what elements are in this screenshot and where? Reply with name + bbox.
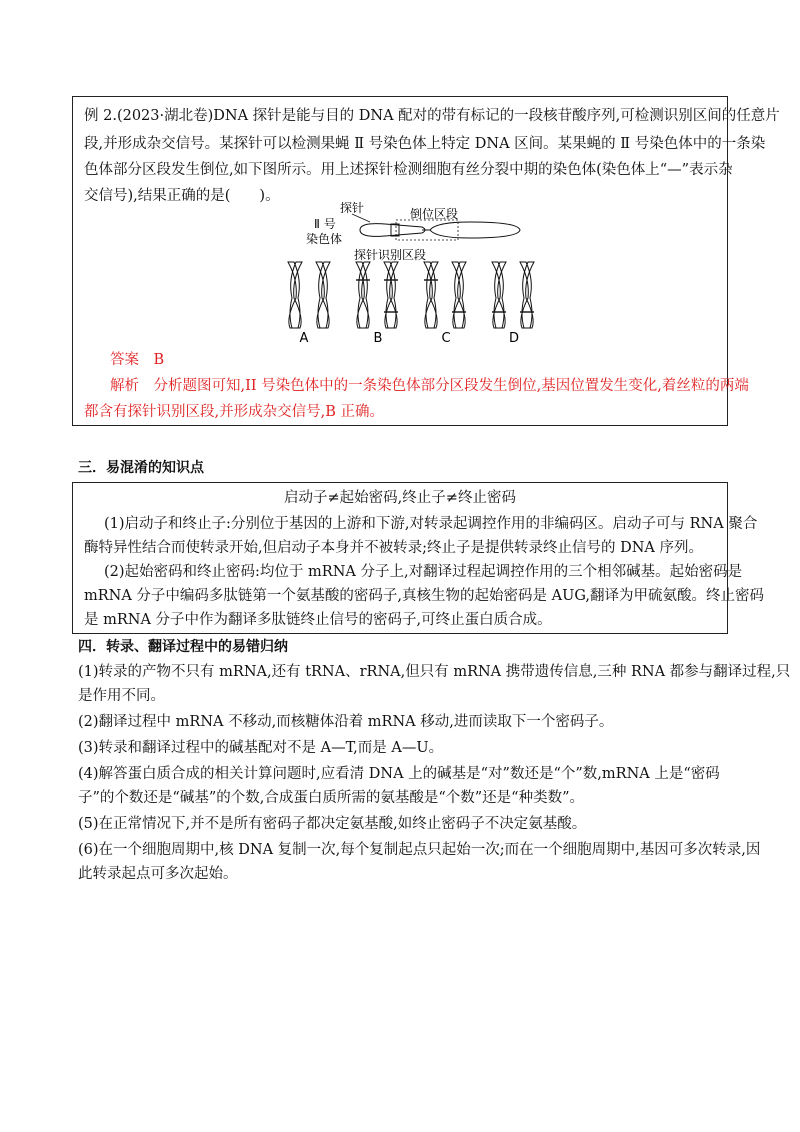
label-chrom-2: 染色体 [306,232,343,246]
chromosome-ii-drawing [360,220,520,240]
label-probe-region: 探针识别区段 [354,248,427,262]
answer-text: 答案 B [110,352,165,368]
option-label-b: B [373,331,383,345]
label-probe: 探针 [340,201,365,215]
example-text-line: 交信号),结果正确的是( )。 [84,188,280,204]
example-text-line: 色体部分区段发生倒位,如下图所示。用上述探针检测细胞有丝分裂中期的染色体(染色体上“—”表示杂 [84,162,733,178]
option-b-chromosomes [356,262,398,328]
error-note-line: (5)在正常情况下,并不是所有密码子都决定氨基酸,如终止密码子不决定氨基酸。 [78,816,587,832]
analysis-line: 都含有探针识别区段,并形成杂交信号,B 正确。 [84,404,384,420]
option-label-d: D [508,331,520,345]
label-chrom-1: Ⅱ 号 [314,217,336,231]
label-inversion: 倒位区段 [410,207,459,221]
error-note-line: (2)翻译过程中 mRNA 不移动,而核糖体沿着 mRNA 移动,进而读取下一个密码子。 [78,714,614,730]
analysis-line: 解析 分析题图可知,II 号染色体中的一条染色体部分区段发生倒位,基因位置发生变化,着丝粒的两端 [110,378,749,394]
section-3-heading: 三．易混淆的知识点 [78,460,204,476]
error-note-line: 是作用不同。 [78,688,165,704]
error-note-line: (6)在一个细胞周期中,核 DNA 复制一次,每个复制起点只起始一次;而在一个细胞周期中,基因可多次转录,因 [78,842,761,858]
error-note-line: (3)转录和翻译过程中的碱基配对不是 A—T,而是 A—U。 [78,740,444,756]
option-label-a: A [299,331,309,345]
error-note-line: 子”的个数还是“碱基”的个数,合成蛋白质所需的氨基酸是“个数”还是“种类数”。 [78,790,584,806]
knowledge-line: (1)启动子和终止子:分别位于基因的上游和下游,对转录起调控作用的非编码区。启动子可与 RNA 聚合 [104,516,758,532]
knowledge-line: mRNA 分子中编码多肽链第一个氨基酸的密码子,真核生物的起始密码是 AUG,翻译为甲硫氨酸。终止密码 [84,588,765,604]
example-text-line: 段,并形成杂交信号。某探针可以检测果蝇 Ⅱ 号染色体上特定 DNA 区间。某果蝇的 Ⅱ 号染色体中的一条染 [84,136,766,152]
option-d-chromosomes [492,262,534,328]
knowledge-line: 是 mRNA 分子中作为翻译多肽链终止信号的密码子,可终止蛋白质合成。 [84,612,552,628]
option-a-chromosomes [288,262,330,328]
section-4-heading: 四．转录、翻译过程中的易错归纳 [78,639,288,655]
knowledge-line: (2)起始密码和终止密码:均位于 mRNA 分子上,对翻译过程起调控作用的三个相邻碱基。起始密码是 [104,564,743,580]
error-note-line: (4)解答蛋白质合成的相关计算问题时,应看清 DNA 上的碱基是“对”数还是“个”数,mRNA 上是“密码 [78,766,720,782]
option-label-c: C [441,331,451,345]
example-text-line: 例 2.(2023·湖北卷)DNA 探针是能与目的 DNA 配对的带有标记的一段核苷酸序列,可检测识别区间的任意片 [84,108,780,124]
error-note-line: 此转录起点可多次起始。 [78,866,238,882]
knowledge-box-title: 启动子≠起始密码,终止子≠终止密码 [284,490,516,506]
option-c-chromosomes [424,262,466,328]
knowledge-line: 酶特异性结合而使转录开始,但启动子本身并不被转录;终止子是提供转录终止信号的 DNA 序列。 [84,540,703,556]
error-note-line: (1)转录的产物不只有 mRNA,还有 tRNA、rRNA,但只有 mRNA 携带遗传信息,三种 RNA 都参与翻译过程,只 [78,664,791,680]
chromosome-figure [270,200,540,345]
